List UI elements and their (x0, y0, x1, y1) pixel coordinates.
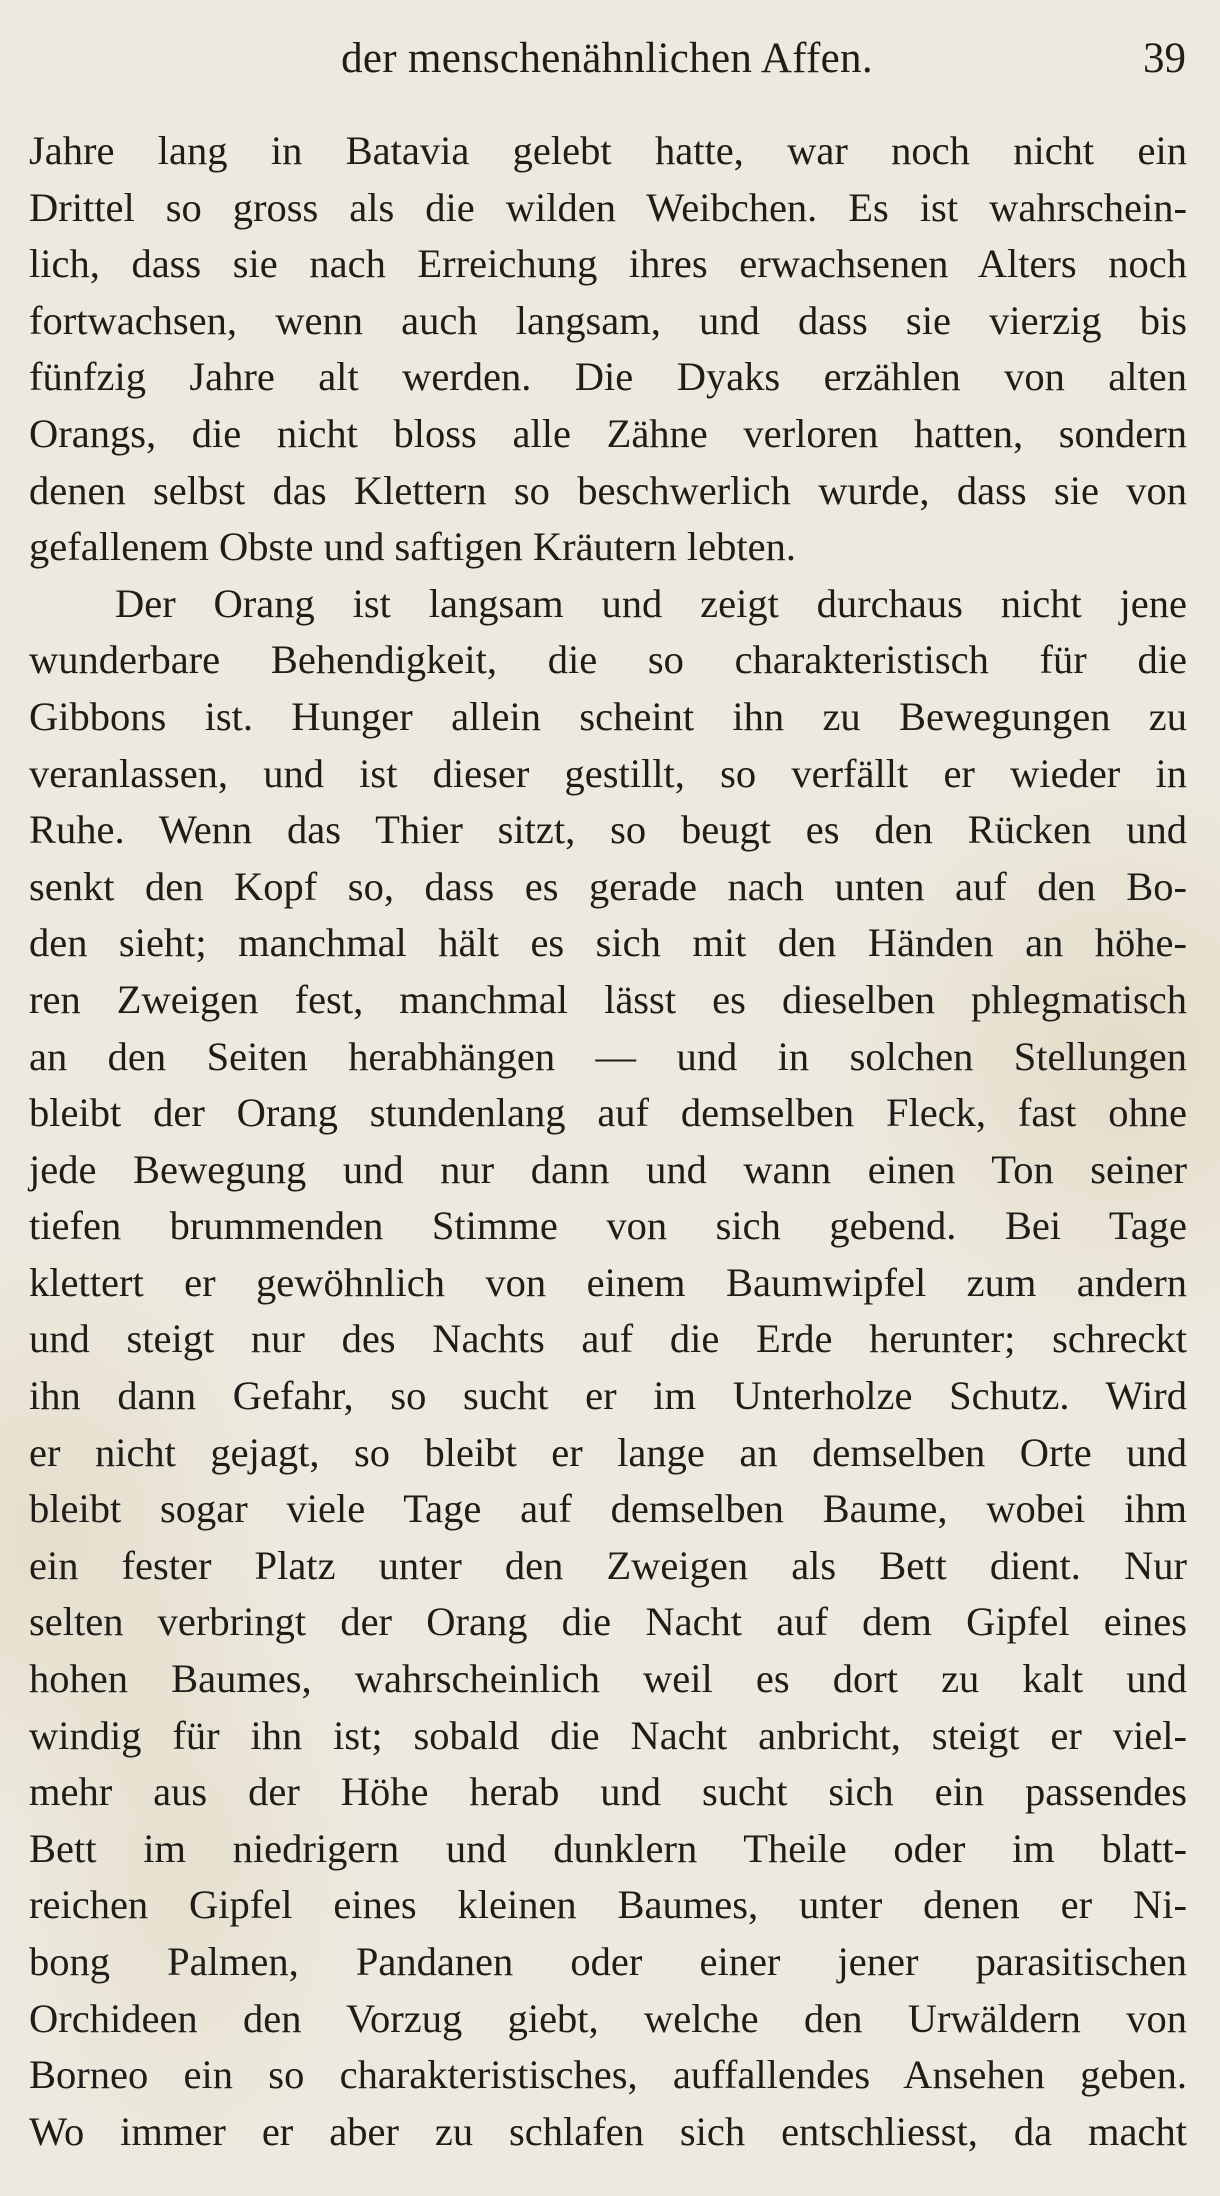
text-line: selten verbringt der Orang die Nacht auf dem Gipfel eines (29, 1599, 1187, 1645)
text-line: klettert er gewöhnlich von einem Baumwipfel zum andern (29, 1259, 1187, 1305)
running-title: der menschenähnlichen Affen. (341, 35, 873, 82)
text-line: Orangs, die nicht bloss alle Zähne verloren hatten, sondern (29, 410, 1187, 456)
page-number: 39 (1143, 35, 1186, 82)
text-line: veranlassen, und ist dieser gestillt, so verfällt er wieder in (29, 750, 1187, 796)
paragraph-end-line: gefallenem Obste und saftigen Kräutern lebten. (29, 524, 796, 570)
running-head (28, 34, 1186, 94)
text-line: mehr aus der Höhe herab und sucht sich ein passendes (29, 1769, 1187, 1815)
text-line: Orchideen den Vorzug giebt, welche den Urwäldern von (29, 1995, 1187, 2041)
text-line: an den Seiten herabhängen — und in solchen Stellungen (29, 1033, 1187, 1079)
text-line: Wo immer er aber zu schlafen sich entschliesst, da macht (29, 2108, 1187, 2154)
text-line: lich, dass sie nach Erreichung ihres erwachsenen Alters noch (29, 241, 1187, 287)
text-line: ein fester Platz unter den Zweigen als Bett dient. Nur (29, 1542, 1187, 1588)
text-line: bong Palmen, Pandanen oder einer jener parasitischen (29, 1939, 1187, 1984)
text-line: Gibbons ist. Hunger allein scheint ihn zu Bewegungen zu (29, 693, 1187, 739)
text-line: fünfzig Jahre alt werden. Die Dyaks erzählen von alten (29, 354, 1187, 400)
paragraph-start-line: Der Orang ist langsam und zeigt durchaus nicht jene (115, 580, 1187, 626)
text-line: wunderbare Behendigkeit, die so charakteristisch für die (29, 637, 1187, 683)
text-line: reichen Gipfel eines kleinen Baumes, unter denen er Ni- (29, 1882, 1187, 1928)
text-line: Bett im niedrigern und dunklern Theile oder im blatt- (29, 1825, 1187, 1871)
text-line: windig für ihn ist; sobald die Nacht anbricht, steigt er viel- (29, 1712, 1187, 1758)
text-line: tiefen brummenden Stimme von sich gebend. Bei Tage (29, 1203, 1187, 1249)
text-line: Jahre lang in Batavia gelebt hatte, war noch nicht ein (29, 128, 1187, 173)
text-line: bleibt sogar viele Tage auf demselben Baume, wobei ihm (29, 1486, 1187, 1532)
text-line: senkt den Kopf so, dass es gerade nach unten auf den Bo- (29, 863, 1187, 909)
text-line: Drittel so gross als die wilden Weibchen. Es ist wahrschein- (29, 184, 1187, 230)
text-line: er nicht gejagt, so bleibt er lange an demselben Orte und (29, 1429, 1187, 1475)
text-line: hohen Baumes, wahrscheinlich weil es dort zu kalt und (29, 1656, 1187, 1702)
text-line: ihn dann Gefahr, so sucht er im Unterholze Schutz. Wird (29, 1373, 1187, 1419)
text-line: den sieht; manchmal hält es sich mit den Händen an höhe- (29, 920, 1187, 966)
text-line: ren Zweigen fest, manchmal lässt es dieselben phlegmatisch (29, 976, 1187, 1022)
text-line: Ruhe. Wenn das Thier sitzt, so beugt es den Rücken und (29, 807, 1187, 853)
text-line: jede Bewegung und nur dann und wann einen Ton seiner (29, 1146, 1187, 1192)
text-line: denen selbst das Klettern so beschwerlich wurde, dass sie von (29, 467, 1187, 513)
text-line: und steigt nur des Nachts auf die Erde herunter; schreckt (29, 1316, 1187, 1362)
text-line: Borneo ein so charakteristisches, auffallendes Ansehen geben. (29, 2052, 1187, 2098)
body-text (29, 123, 1187, 2160)
text-line: bleibt der Orang stundenlang auf demselben Fleck, fast ohne (29, 1090, 1187, 1136)
text-line: fortwachsen, wenn auch langsam, und dass sie vierzig bis (29, 297, 1187, 343)
